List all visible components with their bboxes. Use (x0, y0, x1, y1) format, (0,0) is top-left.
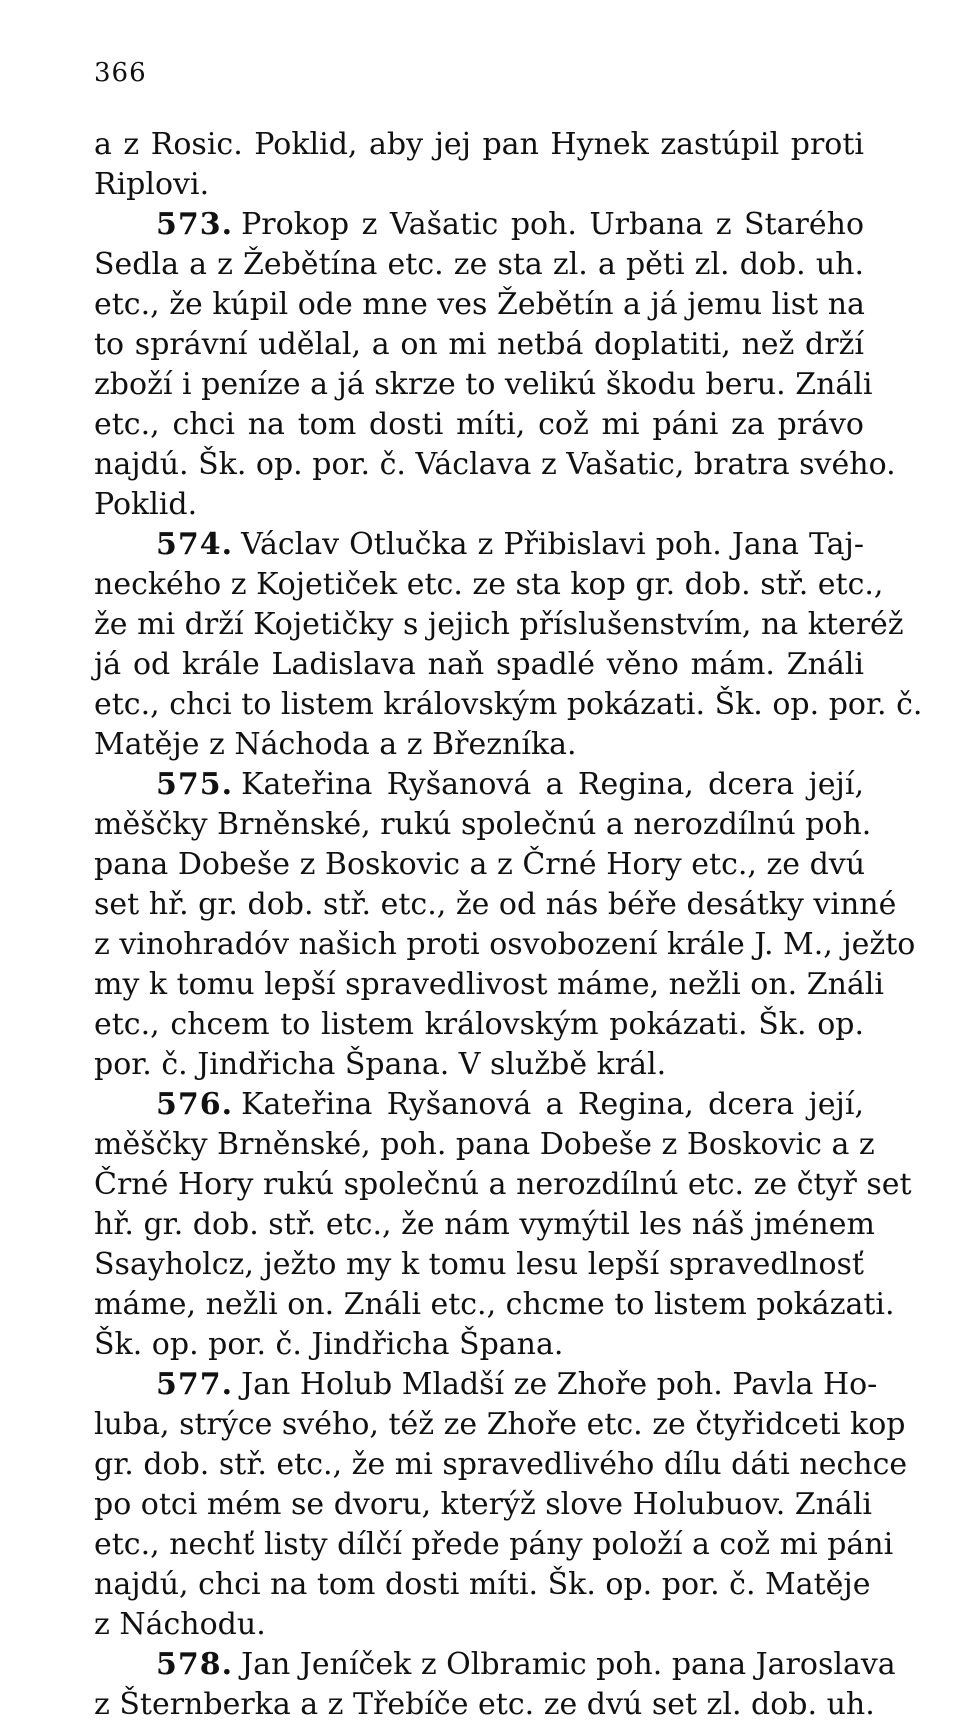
text-line (94, 365, 873, 405)
line-text: Sedla a z Žebětína etc. ze sta zl. a pěti zl. dob. uh. (94, 247, 864, 282)
line-text: Kateřina Ryšanová a Regina, dcera její, (241, 1087, 864, 1122)
text-line (94, 1045, 864, 1085)
entry-number: 573. (156, 207, 234, 242)
text-line (94, 565, 884, 605)
text-line (94, 885, 897, 925)
line-text: Václav Otlučka z Přibislavi poh. Jana Taj- (241, 527, 864, 562)
line-text: z Náchodu. (94, 1607, 266, 1642)
entry-first-line (94, 765, 864, 805)
line-text: najdú. Šk. op. por. č. Václava z Vašatic, bratra svého. (94, 447, 896, 482)
entry-number: 576. (156, 1087, 234, 1122)
line-text: etc., chci na tom dosti míti, což mi páni za právo (94, 407, 864, 442)
line-text: Riplovi. (94, 167, 210, 202)
line-text: pana Dobeše z Boskovic a z Črné Hory etc., ze dvú (94, 847, 866, 882)
line-text: Jan Jeníček z Olbramic poh. pana Jaroslava (241, 1647, 896, 1682)
text-line (94, 925, 916, 965)
text-line (94, 805, 872, 845)
line-text: měščky Brněnské, rukú společnú a nerozdílnú poh. (94, 807, 872, 842)
text-line (94, 645, 864, 685)
entry-number: 575. (156, 767, 234, 802)
line-text: por. č. Jindřicha Špana. V službě král. (94, 1047, 667, 1082)
text-line (94, 1325, 864, 1365)
text-line (94, 965, 884, 1005)
line-text: etc., nechť listy dílčí přede pány položí a což mi páni (94, 1527, 894, 1562)
line-text: a z Rosic. Poklid, aby jej pan Hynek zastúpil proti (94, 127, 864, 162)
entry-number: 578. (156, 1647, 234, 1682)
text-line (94, 285, 864, 325)
text-line (94, 1405, 906, 1445)
line-text: že mi drží Kojetičky s jejich příslušenstvím, na kteréž (94, 607, 904, 642)
entry-first-line (94, 525, 864, 565)
line-text: po otci mém se dvoru, kterýž slove Holubuov. Ználi (94, 1487, 873, 1522)
line-text: měščky Brněnské, poh. pana Dobeše z Boskovic a z (94, 1127, 875, 1162)
entry-first-line (94, 1365, 878, 1405)
line-text: najdú, chci na tom dosti míti. Šk. op. por. č. Matěje (94, 1567, 871, 1602)
text-line (94, 1245, 864, 1285)
line-text: set hř. gr. dob. stř. etc., že od nás béře desátky vinné (94, 887, 897, 922)
line-text: Jan Holub Mladší ze Zhoře poh. Pavla Ho- (241, 1367, 878, 1402)
text-line (94, 1525, 894, 1565)
text-line (94, 605, 904, 645)
text-line (94, 325, 864, 365)
line-text: Ssayholcz, ježto my k tomu lesu lepší spravedlnosť (94, 1247, 864, 1282)
line-text: to správní udělal, a on mi netbá doplatiti, než drží (94, 327, 864, 362)
line-text: já od krále Ladislava naň spadlé věno mám. Ználi (94, 647, 864, 682)
text-line (94, 1165, 912, 1205)
body-text (94, 125, 923, 1725)
text-line (94, 1125, 875, 1165)
text-line (94, 165, 864, 205)
text-line (94, 125, 864, 165)
entry-first-line (94, 205, 864, 245)
text-line (94, 1685, 875, 1725)
line-text: Kateřina Ryšanová a Regina, dcera její, (241, 767, 864, 802)
text-line (94, 725, 864, 765)
line-text: my k tomu lepší spravedlivost máme, nežli on. Ználi (94, 967, 884, 1002)
line-text: Prokop z Vašatic poh. Urbana z Starého (241, 207, 864, 242)
line-text: Poklid. (94, 487, 198, 522)
line-text: hř. gr. dob. stř. etc., že nám vymýtil les náš jménem (94, 1207, 875, 1242)
text-line (94, 405, 864, 445)
line-text: neckého z Kojetiček etc. ze sta kop gr. dob. stř. etc., (94, 567, 884, 602)
line-text: Črné Hory rukú společnú a nerozdílnú etc. ze čtyř set (94, 1167, 912, 1202)
line-text: etc., chcem to listem královským pokázati. Šk. op. (94, 1007, 864, 1042)
text-line (94, 685, 923, 725)
line-text: z Šternberka a z Třebíče etc. ze dvú set zl. dob. uh. (94, 1687, 875, 1722)
line-text: luba, strýce svého, též ze Zhoře etc. ze čtyřidceti kop (94, 1407, 906, 1442)
line-text: Šk. op. por. č. Jindřicha Špana. (94, 1327, 564, 1362)
entry-number: 577. (156, 1367, 234, 1402)
text-line (94, 845, 864, 885)
line-text: etc., chci to listem královským pokázati. Šk. op. por. č. (94, 687, 923, 722)
line-text: gr. dob. stř. etc., že mi spravedlivého dílu dáti nechce (94, 1447, 908, 1482)
entry-number: 574. (156, 527, 234, 562)
line-text: máme, nežli on. Ználi etc., chcme to listem pokázati. (94, 1287, 895, 1322)
text-line (94, 445, 896, 485)
text-line (94, 1005, 864, 1045)
text-line (94, 1445, 908, 1485)
line-text: Matěje z Náchoda a z Březníka. (94, 727, 577, 762)
line-text: z vinohradóv našich proti osvobození krále J. M., ježto (94, 927, 916, 962)
text-line (94, 245, 864, 285)
text-line (94, 1565, 871, 1605)
entry-first-line (94, 1085, 864, 1125)
text-line (94, 1485, 873, 1525)
text-line (94, 485, 864, 525)
text-line (94, 1285, 895, 1325)
line-text: zboží i peníze a já skrze to velikú škodu beru. Ználi (94, 367, 873, 402)
line-text: etc., že kúpil ode mne ves Žebětín a já jemu list na (94, 287, 865, 322)
page-number: 366 (94, 58, 147, 88)
entry-first-line (94, 1645, 896, 1685)
text-line (94, 1205, 875, 1245)
text-line (94, 1605, 864, 1645)
